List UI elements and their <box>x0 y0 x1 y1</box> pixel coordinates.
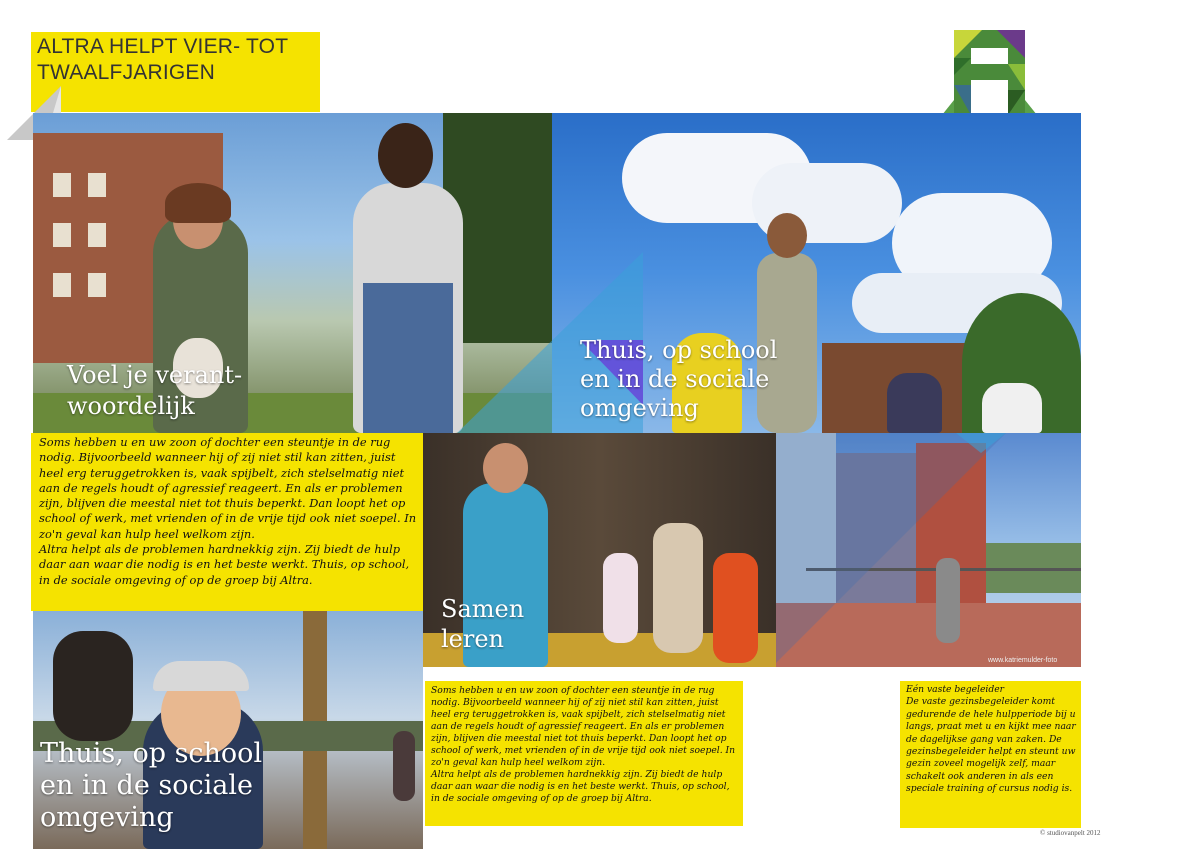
decorative-triangle-overlay <box>776 433 1081 667</box>
altra-logo-icon <box>942 30 1037 115</box>
text-block-left <box>31 433 423 611</box>
text-block-middle-paragraph-1: Soms hebben u en uw zoon of dochter een steuntje in de rug nodig. Bijvoorbeeld wanneer hij of zij niet stil kan zitten, juist heel erg teruggetrokken is, vaak spijbelt, zich stelselmatig niet aan de regels houdt of agressief reageert. En als er problemen zijn, blijven die meestal niet tot thuis beperkt. Dan loopt het op school of werk, met vrienden of in de vrije tijd ook niet soepel. In zo'n geval kan hulp heel welkom zijn. <box>431 685 736 768</box>
page-title <box>37 34 317 86</box>
text-block-left-paragraph-1: Soms hebben u en uw zoon of dochter een steuntje in de rug nodig. Bijvoorbeeld wanneer hij of zij niet stil kan zitten, juist heel erg teruggetrokken is, vaak spijbelt, zich stelselmatig niet aan de regels houdt of agressief reageert. En als er problemen zijn, blijven die meestal niet tot thuis beperkt. Dan loopt het op school of werk, met vrienden of in de vrije tijd ook niet soepel. In zo'n geval kan hulp heel welkom zijn. <box>39 435 417 541</box>
caption-line: en in de sociale <box>40 770 253 801</box>
text-block-right-heading: Eén vaste begeleider <box>906 684 1005 695</box>
caption-line: Voel je verant- <box>67 361 243 389</box>
caption-line: Thuis, op school <box>580 336 778 364</box>
caption-line: en in de sociale <box>580 365 770 393</box>
photo-middle-caption <box>441 594 524 654</box>
text-block-right <box>900 681 1081 828</box>
caption-line: omgeving <box>40 802 174 833</box>
caption-line: omgeving <box>580 394 699 422</box>
text-block-middle <box>425 681 743 826</box>
photo-watermark: www.katriemulder-foto <box>988 657 1058 664</box>
page-title-line-1: ALTRA HELPT VIER- TOT <box>37 35 289 58</box>
text-block-left-paragraph-2: Altra helpt als de problemen hardnekkig zijn. Zij biedt de hulp daar aan waar die nodig is en het beste werkt. Thuis, op school, in de sociale omgeving of op de groep bij Altra. <box>39 542 410 587</box>
photo-bottom-left-caption <box>40 738 262 834</box>
caption-line: Samen <box>441 595 525 623</box>
text-block-middle-paragraph-2: Altra helpt als de problemen hardnekkig zijn. Zij biedt de hulp daar aan waar die nodig is en het beste werkt. Thuis, op school, in de sociale omgeving of op de groep bij Altra. <box>431 769 730 804</box>
photo-top-right-caption <box>580 336 777 423</box>
page-title-line-2: TWAALFJARIGEN <box>37 61 216 84</box>
copyright-notice: © studiovanpelt 2012 <box>1040 829 1101 837</box>
photo-top-left-caption <box>67 360 242 422</box>
caption-line: woordelijk <box>67 392 195 420</box>
caption-line: Thuis, op school <box>40 738 263 769</box>
text-block-right-body: De vaste gezinsbegeleider komt gedurende de hele hulpperiode bij u langs, praat met u en kijkt mee naar de dagelijkse gang van zaken. De gezinsbegeleider helpt en steunt uw gezin zoveel mogelijk zelf, maar schakelt ook anderen in als een speciale training of cursus nodig is. <box>906 696 1076 795</box>
caption-line: leren <box>441 625 505 653</box>
